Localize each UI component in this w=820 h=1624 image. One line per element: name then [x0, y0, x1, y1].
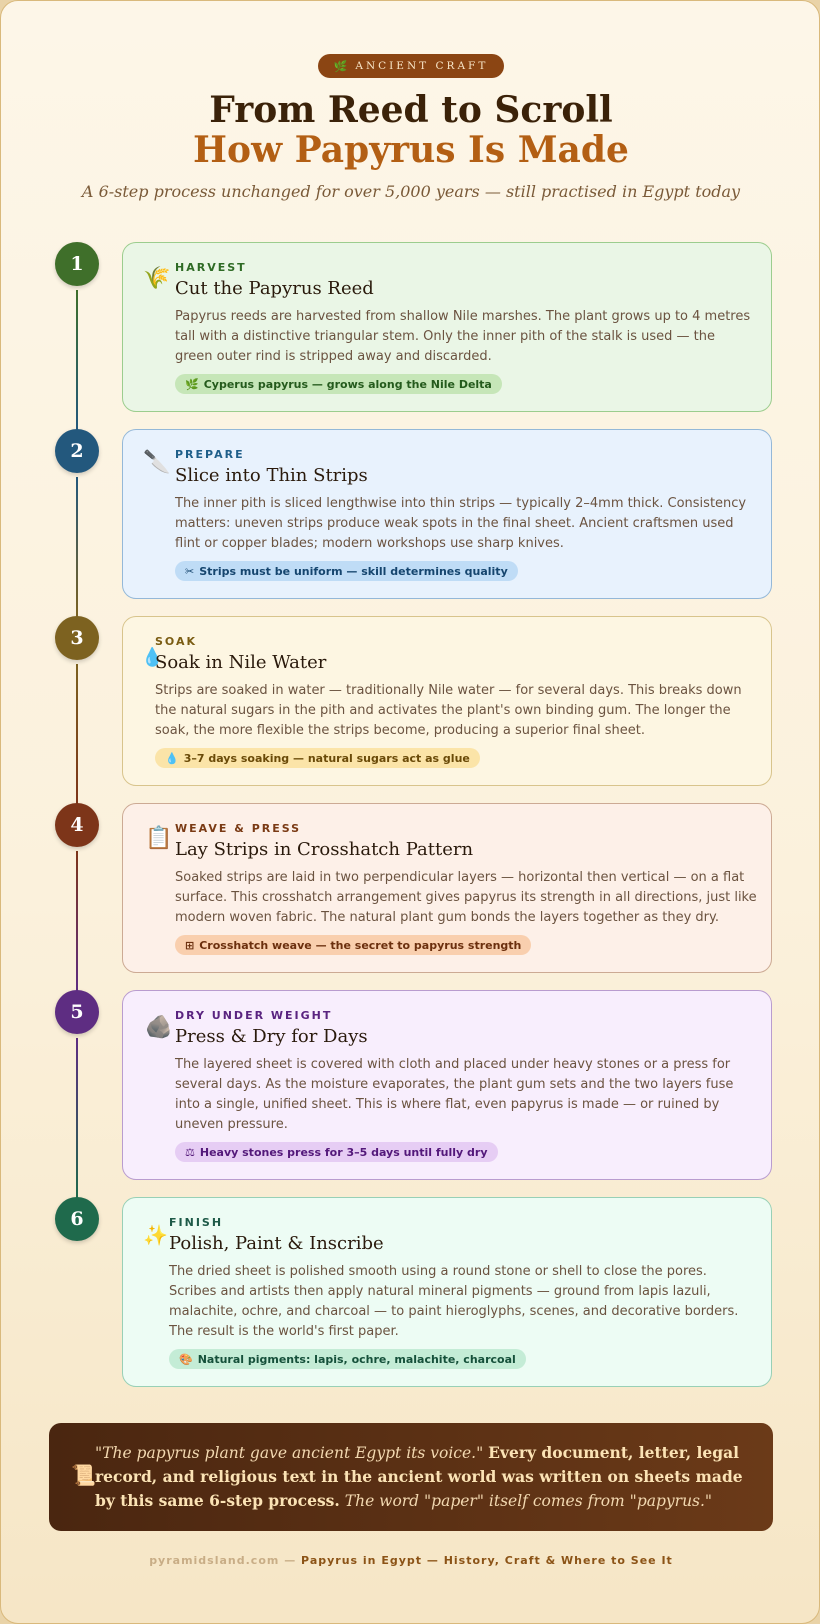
- step-kicker: HARVEST: [175, 261, 247, 274]
- clipboard-icon: 📋: [145, 826, 173, 851]
- closing-quote-text: [95, 1441, 755, 1513]
- step-title: Slice into Thin Strips: [175, 465, 368, 486]
- step-description: The dried sheet is polished smooth using a round stone or shell to close the pores. Scribes and artists then apply natural mineral pigments — ground from lapis lazuli, malachite, ochre, and charcoal — to paint hieroglyphs, scenes, and decorative borders. The result is the world's first paper.: [169, 1264, 739, 1339]
- step-number-1: 1: [55, 242, 99, 286]
- step-description: Strips are soaked in water — traditionally Nile water — for several days. This breaks down the natural sugars in the pith and activates the plant's own binding gum. The longer the soak, the more flexible the strips become, producing a superior final sheet.: [155, 683, 742, 738]
- step-title: Lay Strips in Crosshatch Pattern: [175, 839, 474, 860]
- quote-italic: "The papyrus plant gave ancient Egypt its voice.": [95, 1444, 484, 1462]
- footer-site[interactable]: pyramidsland.com: [149, 1554, 280, 1567]
- step-kicker: WEAVE & PRESS: [175, 822, 302, 835]
- step-fact-pill: [155, 748, 480, 768]
- timeline-connector: [76, 1038, 78, 1198]
- step-fact-pill: [175, 374, 502, 394]
- step-card-prepare: [122, 429, 772, 599]
- step-title: Press & Dry for Days: [175, 1026, 368, 1047]
- step-card-harvest: [122, 242, 772, 412]
- step-description: Papyrus reeds are harvested from shallow Nile marshes. The plant grows up to 4 metres tall with a distinctive triangular stem. Only the inner pith of the stalk is used — the green outer rind is stripped away and discarded.: [175, 309, 751, 364]
- stone-icon: 🪨: [145, 1015, 173, 1040]
- step-title: Soak in Nile Water: [155, 652, 327, 673]
- footer: [1, 1554, 820, 1567]
- sparkles-icon: ✨: [143, 1223, 168, 1247]
- timeline-connector: [76, 851, 78, 991]
- step-fact-pill: [175, 561, 518, 581]
- step-card-dry: [122, 990, 772, 1180]
- page-tagline: A 6-step process unchanged for over 5,000 years — still practised in Egypt today: [81, 182, 741, 201]
- step-number-4: 4: [55, 803, 99, 847]
- step-number-2: 2: [55, 429, 99, 473]
- step-fact-pill: [169, 1349, 526, 1369]
- pill-label: Strips must be uniform — skill determines quality: [199, 564, 508, 578]
- footer-separator: —: [284, 1554, 297, 1567]
- step-number-6: 6: [55, 1197, 99, 1241]
- step-description: The layered sheet is covered with cloth and placed under heavy stones or a press for several days. As the moisture evaporates, the plant gum sets and the two layers fuse into a single, unified sheet. This is where flat, even papyrus is made — or ruined by uneven pressure.: [175, 1057, 734, 1132]
- timeline-connector: [76, 477, 78, 617]
- pill-label: Natural pigments: lapis, ochre, malachite, charcoal: [197, 1352, 516, 1366]
- step-card-finish: [122, 1197, 772, 1387]
- scale-icon: ⚖: [185, 1145, 195, 1159]
- page-title: From Reed to Scroll: [209, 89, 613, 131]
- page-subtitle-title: How Papyrus Is Made: [193, 129, 629, 171]
- step-title: Polish, Paint & Inscribe: [169, 1233, 384, 1254]
- step-fact-pill: [175, 935, 531, 955]
- quote-tail: The word "paper" itself comes from "papyrus.": [344, 1492, 713, 1510]
- step-card-weave: [122, 803, 772, 973]
- leaf-icon: 🌿: [333, 59, 348, 73]
- leaf-icon: 🌿: [185, 377, 199, 391]
- badge-label: ANCIENT CRAFT: [355, 60, 489, 72]
- step-number-5: 5: [55, 990, 99, 1034]
- category-badge: [318, 54, 504, 78]
- step-description: Soaked strips are laid in two perpendicular layers — horizontal then vertical — on a flat surface. This crosshatch arrangement gives papyrus its strength in all directions, just like modern woven fabric. The natural plant gum bonds the layers together as they dry.: [175, 870, 757, 925]
- step-number-3: 3: [55, 616, 99, 660]
- knife-icon: 🔪: [143, 450, 171, 475]
- step-fact-pill: [175, 1142, 498, 1162]
- water-drop-icon: 💧: [141, 647, 164, 668]
- pill-label: Crosshatch weave — the secret to papyrus strength: [199, 938, 522, 952]
- pill-label: Cyperus papyrus — grows along the Nile Delta: [203, 377, 492, 391]
- step-description: The inner pith is sliced lengthwise into thin strips — typically 2–4mm thick. Consistency matters: uneven strips produce weak spots in the final sheet. Ancient craftsmen used flint or copper blades; modern workshops use sharp knives.: [175, 496, 747, 551]
- water-drop-icon: 💧: [165, 751, 179, 765]
- step-kicker: DRY UNDER WEIGHT: [175, 1009, 333, 1022]
- pill-label: 3–7 days soaking — natural sugars act as glue: [183, 751, 470, 765]
- quote-bold: Every document, letter, legal record, and religious text in the ancient world was written on sheets made by this same 6-step process.: [95, 1443, 743, 1510]
- grid-icon: ⊞: [185, 938, 195, 952]
- step-title: Cut the Papyrus Reed: [175, 278, 374, 299]
- step-kicker: SOAK: [155, 635, 198, 648]
- step-card-soak: [122, 616, 772, 786]
- step-kicker: PREPARE: [175, 448, 245, 461]
- palette-icon: 🎨: [179, 1352, 193, 1366]
- scroll-icon: 📜: [71, 1463, 96, 1487]
- footer-article-link[interactable]: Papyrus in Egypt — History, Craft & Where to See It: [301, 1554, 673, 1567]
- timeline-connector: [76, 664, 78, 804]
- reed-icon: 🌾: [143, 266, 171, 291]
- scissors-icon: ✂: [185, 564, 195, 578]
- closing-quote-box: [49, 1423, 773, 1531]
- timeline-connector: [76, 290, 78, 430]
- pill-label: Heavy stones press for 3–5 days until fully dry: [199, 1145, 488, 1159]
- step-kicker: FINISH: [169, 1216, 224, 1229]
